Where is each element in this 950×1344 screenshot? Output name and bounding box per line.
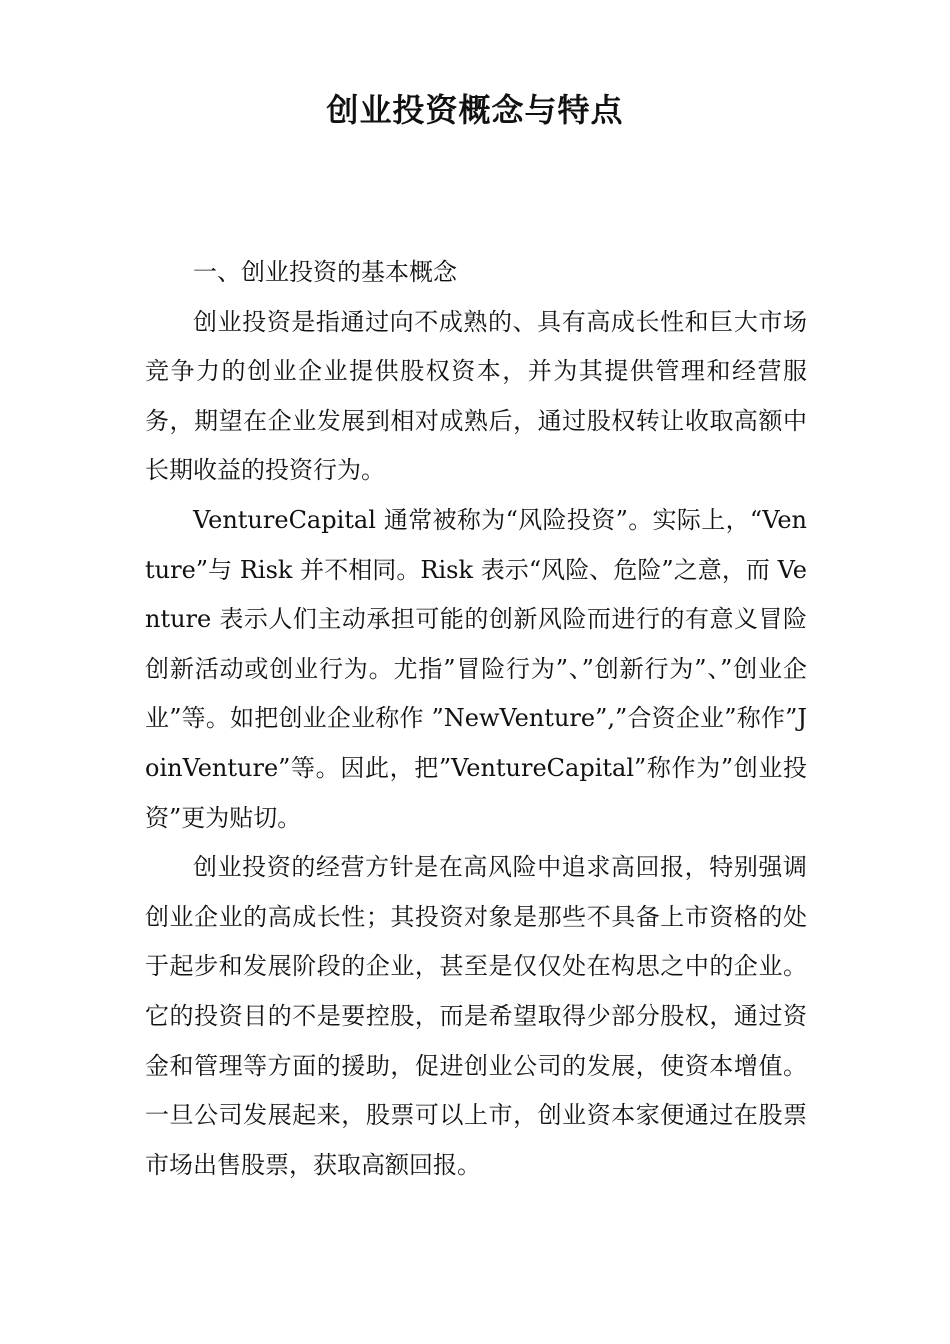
document-title: 创业投资概念与特点 [326, 91, 624, 129]
paragraph-operating-policy: 创业投资的经营方针是在高风险中追求高回报，特别强调创业企业的高成长性；其投资对象是那些不具备上市资格的处于起步和发展阶段的企业，甚至是仅仅处在构思之中的企业。它的投资目的不是要控股，而是希望取得少部分股权，通过资金和管理等方面的援助，促进创业公司的发展，使资本增值。一旦公司发展起来，股票可以上市，创业资本家便通过在股票市场出售股票，获取高额回报。 [145, 853, 807, 1179]
document-body [145, 248, 807, 1190]
section-heading: 一、创业投资的基本概念 [193, 258, 457, 286]
paragraph-definition: 创业投资是指通过向不成熟的、具有高成长性和巨大市场竞争力的创业企业提供股权资本，并为其提供管理和经营服务，期望在企业发展到相对成熟后，通过股权转让收取高额中长期收益的投资行为。 [145, 307, 807, 485]
paragraph-venture-capital-term: VentureCapital 通常被称为“风险投资”。实际上，“Venture”与 Risk 并不相同。Risk 表示“风险、危险”之意，而 Venture 表示人们主动承担可能的创新风险而进行的有意义冒险创新活动或创业行为。尤指”冒险行为”、”创新行为”、”创业企业”等。如把创业企业称作 ”NewVenture”,”合资企业”称作”JoinVenture”等。因此，把”VentureCapital”称作为”创业投资”更为贴切。 [145, 505, 807, 832]
